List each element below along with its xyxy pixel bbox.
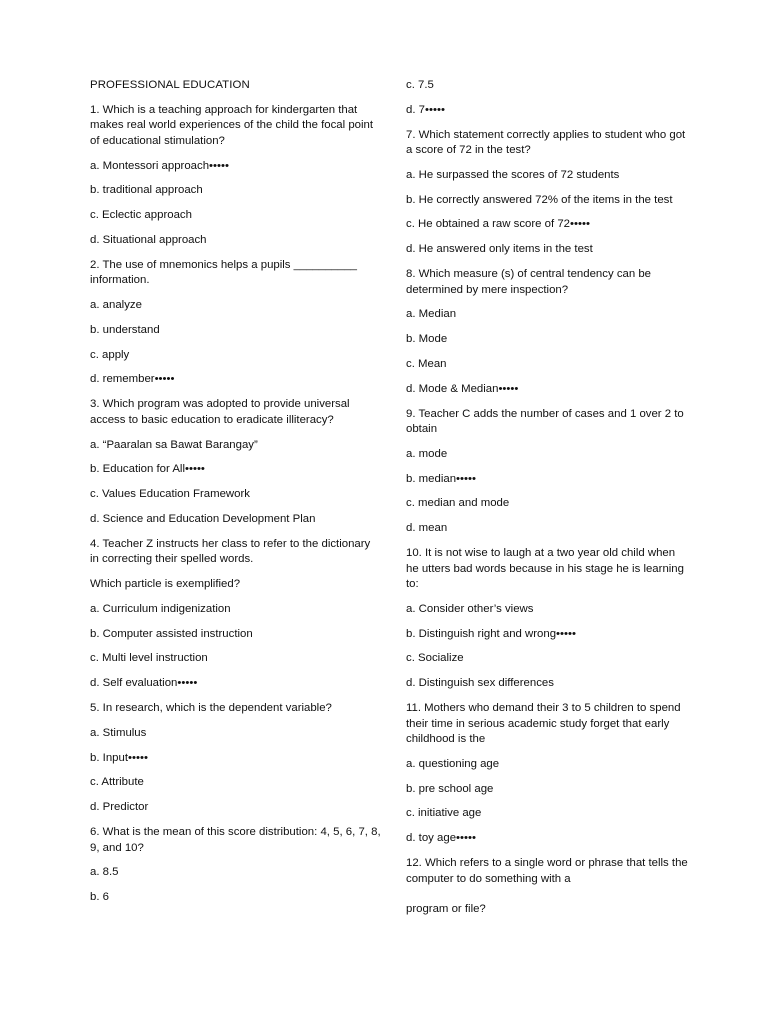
left-column-line: Which particle is exemplified? [90, 578, 241, 591]
right-column-line: c. He obtained a raw score of 72••••• [406, 218, 590, 231]
document-title: PROFESSIONAL EDUCATION [90, 79, 250, 91]
left-column-line: d. Science and Education Development Plan [90, 512, 316, 525]
left-column-line: a. Stimulus [90, 726, 147, 739]
left-column-line: c. Multi level instruction [90, 652, 208, 665]
left-column-line: b. traditional approach [90, 184, 203, 197]
right-column-line: b. He correctly answered 72% of the items in the test [406, 193, 673, 206]
right-column-line: d. He answered only items in the test [406, 243, 593, 256]
right-column-line: a. Consider other’s views [406, 602, 534, 615]
right-column-line: 12. Which refers to a single word or phrase that tells the computer to do something with a [406, 857, 688, 885]
left-column-line: d. Self evaluation••••• [90, 677, 198, 690]
left-column-line: a. “Paaralan sa Bawat Barangay” [90, 438, 258, 451]
left-column-line: b. Education for All••••• [90, 463, 205, 476]
right-column-line: c. median and mode [406, 497, 510, 510]
right-column-line: d. 7••••• [406, 103, 445, 116]
left-column-line: c. Eclectic approach [90, 209, 192, 222]
left-column-line: d. Predictor [90, 801, 149, 814]
right-column-line: 11. Mothers who demand their 3 to 5 children to spend their time in serious academic study forget that early childhood is the [406, 702, 681, 746]
left-column-line: 1. Which is a teaching approach for kindergarten that makes real world experiences of the child the focal point of educational stimulation? [90, 103, 374, 147]
left-column-line: b. Input••••• [90, 751, 148, 764]
right-column-line: d. mean [406, 522, 448, 535]
right-column-line: b. median••••• [406, 472, 476, 485]
right-column-line: d. Mode & Median••••• [406, 382, 519, 395]
left-column-line: d. Situational approach [90, 233, 207, 246]
left-column-line: b. 6 [90, 891, 109, 904]
left-column-line: a. analyze [90, 299, 142, 312]
right-column-line: c. initiative age [406, 807, 482, 820]
right-column-line: 8. Which measure (s) of central tendency can be determined by mere inspection? [406, 268, 652, 296]
right-column-line: c. 7.5 [406, 79, 434, 91]
right-column-line: b. Distinguish right and wrong••••• [406, 627, 576, 640]
right-column-line: program or file? [406, 903, 486, 916]
right-column-line: a. mode [406, 447, 448, 460]
right-column-line: a. questioning age [406, 757, 500, 770]
right-column-line: a. He surpassed the scores of 72 students [406, 168, 620, 181]
left-column-line: 2. The use of mnemonics helps a pupils __________ information. [90, 258, 358, 287]
left-column-line: 5. In research, which is the dependent variable? [90, 702, 332, 715]
left-column-line: c. Attribute [90, 776, 144, 789]
left-column-line: d. remember••••• [90, 373, 175, 386]
left-column-line: 4. Teacher Z instructs her class to refer to the dictionary in correcting their spelled words. [90, 537, 371, 566]
left-column-line: 3. Which program was adopted to provide universal access to basic education to eradicate illiteracy? [90, 398, 350, 426]
left-column-line: b. Computer assisted instruction [90, 627, 253, 640]
right-column-line: 9. Teacher C adds the number of cases and 1 over 2 to obtain [406, 407, 684, 436]
left-column-line: 6. What is the mean of this score distribution: 4, 5, 6, 7, 8, 9, and 10? [90, 826, 381, 854]
left-column-line: a. 8.5 [90, 866, 119, 879]
right-column-line: c. Mean [406, 357, 447, 370]
right-column-line: 7. Which statement correctly applies to student who got a score of 72 in the test? [406, 128, 686, 157]
right-column-line: a. Median [406, 308, 457, 321]
right-column-line: d. Distinguish sex differences [406, 677, 554, 690]
right-column-line: c. Socialize [406, 652, 464, 665]
left-column-line: a. Curriculum indigenization [90, 602, 231, 615]
right-column-line: b. Mode [406, 333, 448, 346]
right-column [406, 78, 688, 927]
left-column-line: c. apply [90, 348, 130, 361]
right-column-line: 10. It is not wise to laugh at a two year old child when he utters bad words because in his stage he is learning to: [406, 547, 684, 591]
left-column-line: c. Values Education Framework [90, 488, 250, 501]
left-column-line: a. Montessori approach••••• [90, 159, 229, 172]
right-column-line: b. pre school age [406, 782, 494, 795]
right-column-line: d. toy age••••• [406, 832, 476, 845]
left-column [90, 78, 382, 915]
left-column-line: b. understand [90, 323, 160, 336]
